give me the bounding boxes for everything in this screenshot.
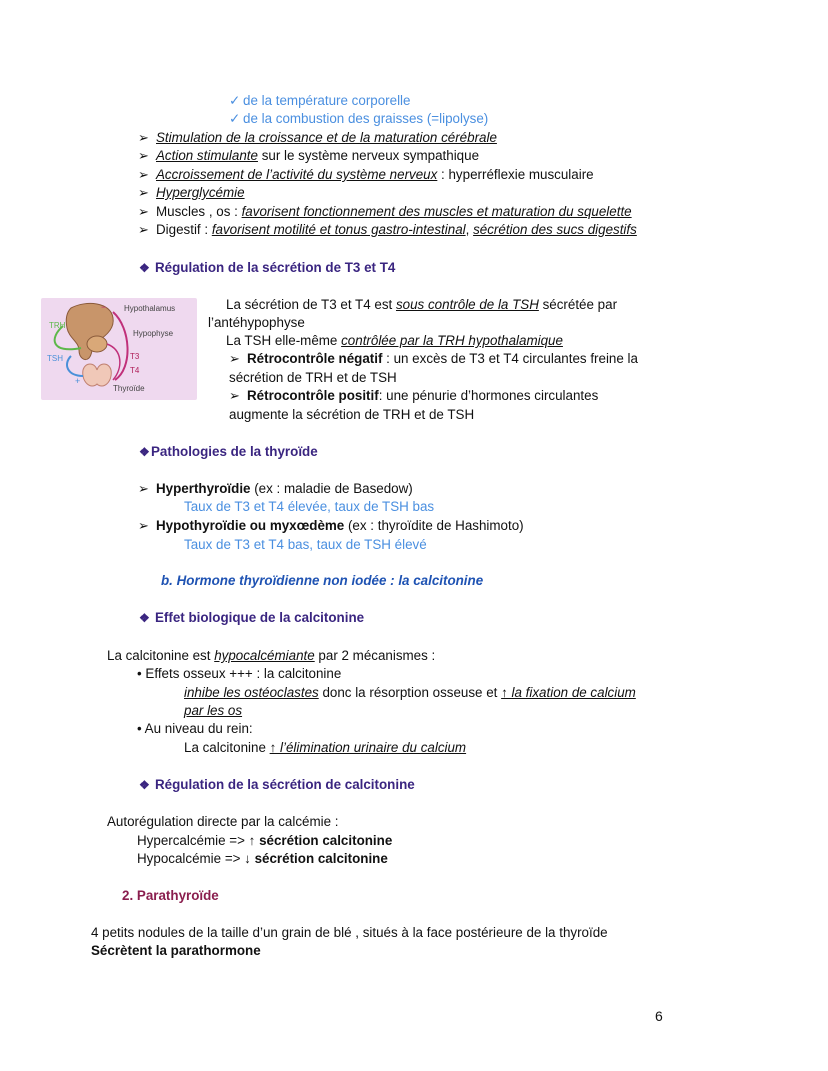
bullet-sympathique: ➢ Action stimulante sur le système nerveux sympathique <box>138 148 480 163</box>
heading-effet-biologique: ❖ Effet biologique de la calcitonine <box>139 610 365 625</box>
diamond-bullet-icon: ❖ <box>139 611 150 625</box>
check-item-temperature: ✓ de la température corporelle <box>229 93 411 108</box>
arrow-bullet-icon: ➢ <box>138 481 149 496</box>
arrow-bullet-icon: ➢ <box>138 167 149 182</box>
effets-osseux-detail: inhibe les ostéoclastes donc la résorption osseuse et ↑ la fixation de calcium <box>184 685 636 700</box>
bullet-digestif: ➢ Digestif : favorisent motilité et tonus gastro-intestinal, sécrétion des sucs digestifs <box>138 222 637 237</box>
bullet-muscles-os: ➢ Muscles , os : favorisent fonctionnement des muscles et maturation du squelette <box>138 204 632 219</box>
bullet-systeme-nerveux: ➢ Accroissement de l’activité du système nerveux : hyperréflexie musculaire <box>138 167 594 182</box>
heading-parathyroide: 2. Parathyroïde <box>122 888 219 903</box>
arrow-bullet-icon: ➢ <box>138 204 149 219</box>
check-item-lipolyse: ✓ de la combustion des graisses (=lipolyse) <box>229 111 489 126</box>
retrocontrole-negatif-cont: sécrétion de TRH et de TSH <box>229 370 397 385</box>
check-icon: ✓ <box>229 93 241 108</box>
arrow-bullet-icon: ➢ <box>138 148 149 163</box>
hyperthyroidie-item: ➢ Hyperthyroïdie (ex : maladie de Basedow) <box>138 481 413 496</box>
diamond-bullet-icon: ❖ <box>139 778 150 792</box>
retrocontrole-negatif: ➢ Rétrocontrôle négatif : un excès de T3 et T4 circulantes freine la <box>229 351 638 366</box>
arrow-bullet-icon: ➢ <box>229 388 240 403</box>
autoregulation: Autorégulation directe par la calcémie : <box>107 814 339 829</box>
hypothyroidie-desc: Taux de T3 et T4 bas, taux de TSH élevé <box>184 537 427 552</box>
diamond-bullet-icon: ❖ <box>139 445 150 459</box>
plus-sign: + <box>75 376 81 386</box>
arrow-bullet-icon: ➢ <box>138 222 149 237</box>
heading-calcitonine: b. Hormone thyroïdienne non iodée : la calcitonine <box>161 573 484 588</box>
regulation-p1-cont: l’antéhypophyse <box>208 315 305 330</box>
hypothyroidie-item: ➢ Hypothyroïdie ou myxœdème (ex : thyroïdite de Hashimoto) <box>138 518 524 533</box>
heading-pathologies: ❖Pathologies de la thyroïde <box>139 444 318 459</box>
hypocalcemie: Hypocalcémie => ↓ sécrétion calcitonine <box>137 851 388 866</box>
bullet-croissance: ➢ Stimulation de la croissance et de la maturation cérébrale <box>138 130 497 145</box>
regulation-p2: La TSH elle-même contrôlée par la TRH hypothalamique <box>226 333 563 348</box>
arrow-bullet-icon: ➢ <box>229 351 240 366</box>
heading-regulation-calcitonine: ❖ Régulation de la sécrétion de calcitonine <box>139 777 415 792</box>
effets-osseux-detail-cont: par les os <box>184 703 243 718</box>
heading-regulation-t3-t4: ❖ Régulation de la sécrétion de T3 et T4 <box>139 260 396 275</box>
hypophyse-label: Hypophyse <box>133 329 174 338</box>
regulation-p1: La sécrétion de T3 et T4 est sous contrôle de la TSH sécrétée par <box>226 297 618 312</box>
thyroid-axis-diagram <box>41 298 197 400</box>
thyroide-label: Thyroïde <box>113 384 145 393</box>
t4-label: T4 <box>130 366 140 375</box>
hypothalamus-label: Hypothalamus <box>124 304 176 313</box>
parathyroide-secretion: Sécrètent la parathormone <box>91 943 261 958</box>
page-number: 6 <box>655 1008 663 1024</box>
retrocontrole-positif: ➢ Rétrocontrôle positif: une pénurie d’hormones circulantes <box>229 388 599 403</box>
retrocontrole-positif-cont: augmente la sécrétion de TRH et de TSH <box>229 407 475 422</box>
t3-label: T3 <box>130 352 140 361</box>
tsh-label: TSH <box>47 354 63 363</box>
trh-label: TRH <box>49 321 66 330</box>
niveau-rein: • Au niveau du rein: <box>137 721 253 736</box>
effets-osseux: • Effets osseux +++ : la calcitonine <box>137 666 342 681</box>
arrow-bullet-icon: ➢ <box>138 185 149 200</box>
calcitonine-intro: La calcitonine est hypocalcémiante par 2 mécanismes : <box>107 648 436 663</box>
parathyroide-desc: 4 petits nodules de la taille d’un grain de blé , situés à la face postérieure de la thyroïde <box>91 925 608 940</box>
diamond-bullet-icon: ❖ <box>139 261 150 275</box>
diagram-graphic <box>41 298 197 400</box>
hypercalcemie: Hypercalcémie => ↑ sécrétion calcitonine <box>137 833 393 848</box>
minus-sign: − <box>101 302 107 312</box>
check-icon: ✓ <box>229 111 241 126</box>
arrow-bullet-icon: ➢ <box>138 130 149 145</box>
bullet-hyperglycemie: ➢ Hyperglycémie <box>138 185 245 200</box>
niveau-rein-detail: La calcitonine ↑ l’élimination urinaire du calcium <box>184 740 467 755</box>
hyperthyroidie-desc: Taux de T3 et T4 élevée, taux de TSH bas <box>184 499 435 514</box>
arrow-bullet-icon: ➢ <box>138 518 149 533</box>
